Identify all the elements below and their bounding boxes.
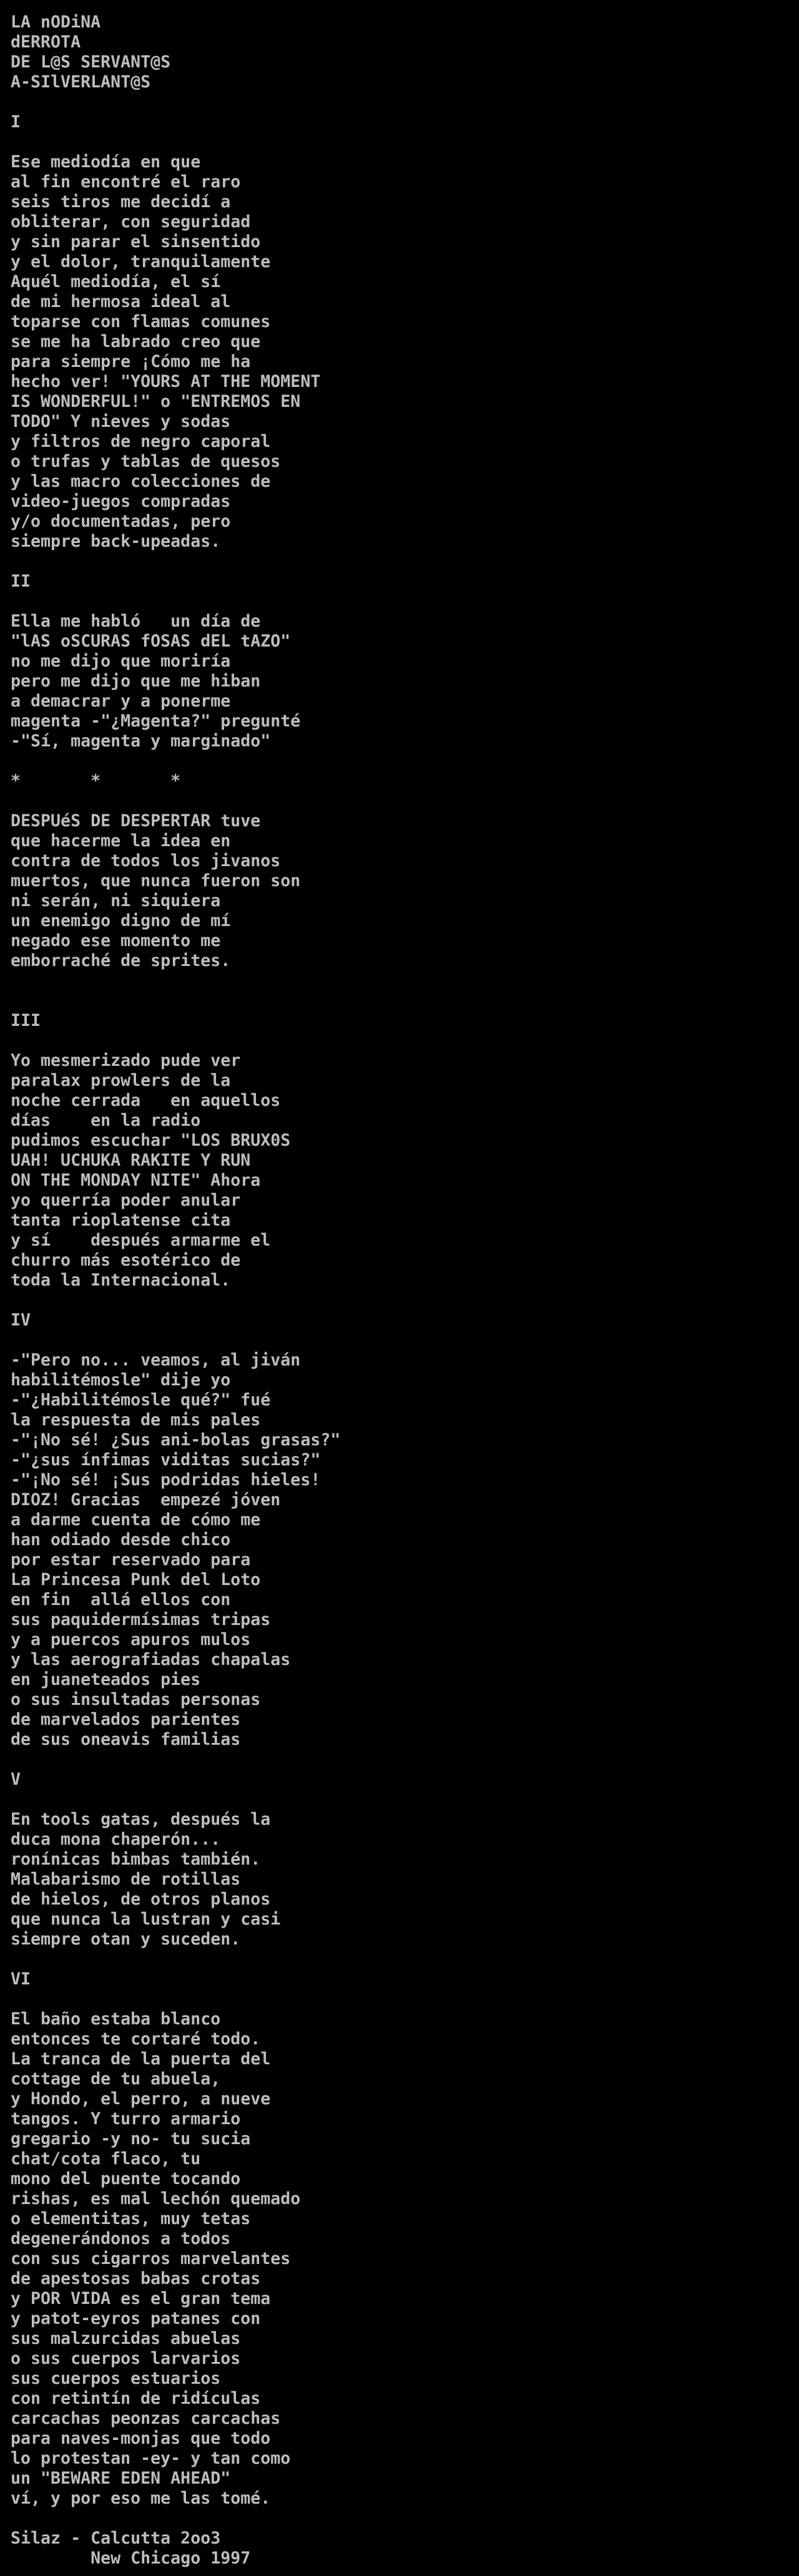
poem-line: por estar reservado para (11, 1550, 251, 1569)
poem-line: y POR VIDA es el gran tema (11, 2289, 271, 2308)
poem-line (11, 1790, 799, 1810)
poem-line: entonces te cortaré todo. (11, 2029, 261, 2049)
poem-line (11, 592, 799, 612)
poem-line: en fin allá ellos con (11, 1590, 231, 1609)
poem-line: un enemigo digno de mí (11, 911, 231, 930)
poem-line: ni serán, ni siquiera (11, 891, 221, 910)
poem-line: VI (11, 1969, 31, 1989)
poem-line: sus cuerpos estuarios (11, 2369, 221, 2388)
poem-line: y Hondo, el perro, a nueve (11, 2089, 271, 2109)
poem-line: duca mona chaperón... (11, 1830, 221, 1849)
poem-line: ronínicas bimbas también. (11, 1850, 261, 1869)
poem-line: noche cerrada en aquellos (11, 1091, 281, 1110)
poem-line (11, 991, 799, 1011)
poem-line: al fin encontré el raro (11, 172, 241, 192)
poem-line: y las aerografiadas chapalas (11, 1650, 291, 1669)
poem-line: -"¡No sé! ¡Sus podridas hieles! (11, 1470, 321, 1490)
poem-line (11, 1989, 799, 2009)
poem-line: y el dolor, tranquilamente (11, 252, 271, 271)
poem-line: y patot-eyros patanes con (11, 2309, 261, 2328)
poem-line: la respuesta de mis pales (11, 1410, 261, 1430)
poem-line: un "BEWARE EDEN AHEAD" (11, 2469, 231, 2488)
poem-line: seis tiros me decidí a (11, 192, 231, 212)
poem-line: o elementitas, muy tetas (11, 2209, 251, 2228)
poem-line: DIOZ! Gracias empezé jóven (11, 1490, 281, 1510)
poem-line: negado ese momento me (11, 931, 221, 950)
poem-line: con sus cigarros marvelantes (11, 2249, 291, 2268)
poem-line: chat/cota flaco, tu (11, 2149, 201, 2169)
poem-line: con retintín de ridículas (11, 2389, 261, 2408)
poem-line: para siempre ¡Cómo me ha (11, 352, 251, 371)
poem-line: ví, y por eso me las tomé. (11, 2489, 271, 2508)
poem-line: magenta -"¿Magenta?" pregunté (11, 711, 301, 731)
poem-line (11, 1949, 799, 1969)
poem-line: en juaneteados pies (11, 1670, 201, 1689)
poem-line (11, 552, 799, 572)
poem-line: que hacerme la idea en (11, 831, 231, 851)
poem-line: días en la radio (11, 1111, 201, 1130)
poem-line: I (11, 112, 21, 132)
poem-line (11, 1290, 799, 1310)
poem-line: Aquél mediodía, el sí (11, 272, 221, 291)
poem-line: ON THE MONDAY NITE" Ahora (11, 1171, 261, 1190)
poem-line: o sus cuerpos larvarios (11, 2349, 241, 2368)
poem-line: La Princesa Punk del Loto (11, 1570, 261, 1589)
poem-line: UAH! UCHUKA RAKITE Y RUN (11, 1151, 251, 1170)
poem-line (11, 2509, 799, 2529)
poem-line: TODO" Y nieves y sodas (11, 412, 231, 431)
poem-line: de sus oneavis familias (11, 1730, 241, 1749)
poem-line (11, 791, 799, 811)
poem-line: II (11, 572, 31, 591)
poem-line: y/o documentadas, pero (11, 512, 231, 531)
poem-line: LA nODiNA (11, 12, 101, 32)
poem-line: Ese mediodía en que (11, 152, 201, 172)
poem-line: pudimos escuchar "LOS BRUX0S (11, 1131, 291, 1150)
poem-line (11, 1031, 799, 1051)
poem-line: DESPUéS DE DESPERTAR tuve (11, 811, 261, 831)
poem-line: y sin parar el sinsentido (11, 232, 261, 251)
poem-line (11, 92, 799, 112)
poem-line: y las macro colecciones de (11, 472, 271, 491)
poem-line: toparse con flamas comunes (11, 312, 271, 331)
poem-line: se me ha labrado creo que (11, 332, 261, 351)
poem-line: a demacrar y a ponerme (11, 691, 231, 711)
poem-line: y filtros de negro caporal (11, 432, 271, 451)
poem-line: V (11, 1770, 21, 1789)
poem-line: * * * (11, 771, 181, 791)
poem-line: -"¡No sé! ¿Sus ani-bolas grasas?" (11, 1430, 341, 1450)
poem-line (11, 751, 799, 771)
poem-line: Ella me habló un día de (11, 612, 261, 631)
poem-line: dERROTA (11, 32, 81, 52)
poem-line: A-SIlVERLANT@S (11, 72, 151, 92)
poem-line: o sus insultadas personas (11, 1690, 261, 1709)
poem-line: IV (11, 1310, 31, 1330)
poem-line: III (11, 1011, 41, 1030)
poem-line: -"Pero no... veamos, al jiván (11, 1350, 301, 1370)
poem-line: Yo mesmerizado pude ver (11, 1051, 241, 1070)
poem-line: degenerándonos a todos (11, 2229, 231, 2248)
poem-line: "lAS oSCURAS fOSAS dEL tAZO" (11, 632, 291, 651)
poem-line (11, 132, 799, 152)
poem-line: y a puercos apuros mulos (11, 1630, 251, 1649)
poem-line: siempre back-upeadas. (11, 532, 221, 551)
poem-line: lo protestan -ey- y tan como (11, 2449, 291, 2468)
poem-line: para naves-monjas que todo (11, 2429, 271, 2448)
poem-line (11, 971, 799, 991)
poem-line: DE L@S SERVANT@S (11, 52, 171, 72)
poem-line: emborraché de sprites. (11, 951, 231, 970)
poem-line: sus malzurcidas abuelas (11, 2329, 241, 2348)
poem-line: obliterar, con seguridad (11, 212, 251, 232)
poem-line: Silaz - Calcutta 2oo3 (11, 2529, 221, 2548)
poem-line: gregario -y no- tu sucia (11, 2129, 251, 2149)
poem-line: -"¿sus ínfimas viditas sucias?" (11, 1450, 321, 1470)
poem-line: Malabarismo de rotillas (11, 1870, 241, 1889)
poem-line: carcachas peonzas carcachas (11, 2409, 281, 2428)
poem-line: toda la Internacional. (11, 1271, 231, 1290)
poem-line: New Chicago 1997 (11, 2549, 251, 2568)
poem-line: mono del puente tocando (11, 2169, 241, 2188)
poem-line: El baño estaba blanco (11, 2009, 221, 2029)
poem-line: -"¿Habilitémosle qué?" fué (11, 1390, 271, 1410)
poem-line: rishas, es mal lechón quemado (11, 2189, 301, 2208)
poem-line: o trufas y tablas de quesos (11, 452, 281, 471)
poem-line: churro más esotérico de (11, 1251, 241, 1270)
poem-line: sus paquidermísimas tripas (11, 1610, 271, 1629)
poem-line: En tools gatas, después la (11, 1810, 271, 1829)
poem-line: de apestosas babas crotas (11, 2269, 261, 2288)
poem-line (11, 1750, 799, 1770)
poem-line: de marvelados parientes (11, 1710, 241, 1729)
poem-line: contra de todos los jivanos (11, 851, 281, 871)
poem-line: hecho ver! "YOURS AT THE MOMENT (11, 372, 321, 391)
poem-line: IS WONDERFUL!" o "ENTREMOS EN (11, 392, 301, 411)
poem-line: que nunca la lustran y casi (11, 1910, 281, 1929)
poem-line: siempre otan y suceden. (11, 1930, 241, 1949)
poem-line: cottage de tu abuela, (11, 2069, 221, 2089)
poem-line: La tranca de la puerta del (11, 2049, 271, 2069)
poem-line: habilitémosle" dije yo (11, 1370, 231, 1390)
poem-line: de hielos, de otros planos (11, 1890, 271, 1909)
poem-line: a darme cuenta de cómo me (11, 1510, 261, 1530)
poem-line: -"Sí, magenta y marginado" (11, 731, 271, 751)
poem-line: y sí después armarme el (11, 1231, 271, 1250)
poem-line: no me dijo que moriría (11, 651, 231, 671)
poem-line: muertos, que nunca fueron son (11, 871, 301, 890)
poem-line: paralax prowlers de la (11, 1071, 231, 1090)
poem-line: yo querría poder anular (11, 1191, 241, 1210)
poem-line: tanta rioplatense cita (11, 1211, 231, 1230)
poem-line: tangos. Y turro armario (11, 2109, 241, 2129)
poem-line: de mi hermosa ideal al (11, 292, 231, 311)
poem-line: pero me dijo que me hiban (11, 671, 261, 691)
poem-line: video-juegos compradas (11, 492, 231, 511)
poem-line (11, 1330, 799, 1350)
poem-line: han odiado desde chico (11, 1530, 231, 1549)
